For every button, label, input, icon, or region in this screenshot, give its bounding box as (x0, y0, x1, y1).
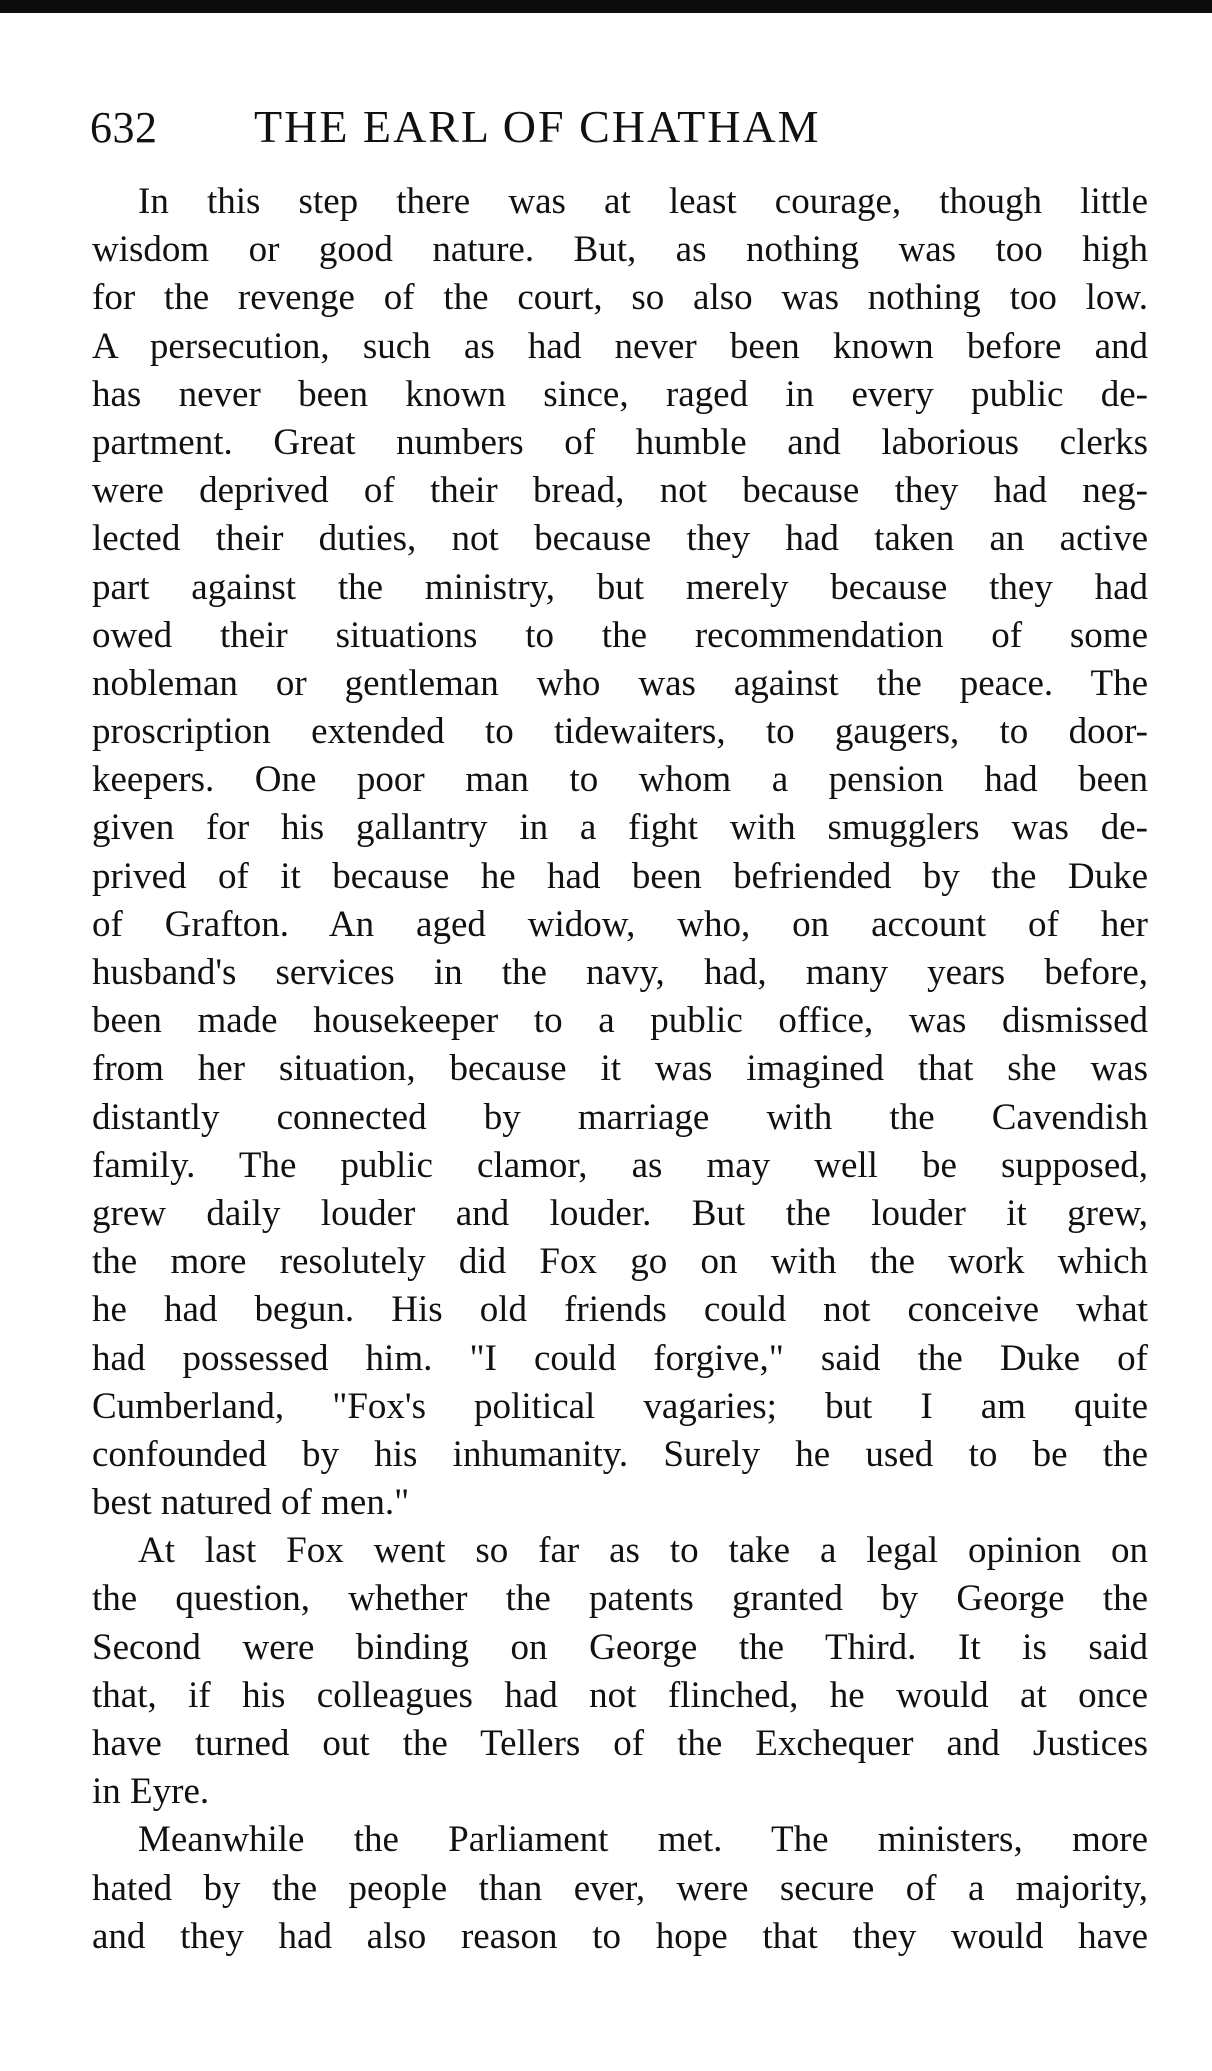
text-line: the question, whether the patents granted by George the (92, 1578, 1148, 1620)
text-line: Second were binding on George the Third. It is said (92, 1626, 1148, 1668)
book-page (92, 100, 1148, 1961)
text-line: lected their duties, not because they had taken an active (92, 518, 1148, 560)
text-line: At last Fox went so far as to take a legal opinion on (138, 1530, 1148, 1572)
text-line: from her situation, because it was imagined that she was (92, 1048, 1148, 1090)
text-line: of Grafton. An aged widow, who, on account of her (92, 903, 1148, 945)
text-line: the more resolutely did Fox go on with the work which (92, 1241, 1148, 1283)
text-line: given for his gallantry in a fight with smugglers was de- (92, 807, 1148, 849)
text-line: grew daily louder and louder. But the louder it grew, (92, 1192, 1148, 1234)
text-line: hated by the people than ever, were secure of a majority, (92, 1867, 1148, 1909)
text-line: In this step there was at least courage, though little (138, 181, 1148, 222)
text-line: confounded by his inhumanity. Surely he used to be the (92, 1433, 1148, 1475)
text-line: nobleman or gentleman who was against the peace. The (92, 662, 1148, 704)
text-line: for the revenge of the court, so also was nothing too low. (92, 277, 1148, 319)
text-line: keepers. One poor man to whom a pension had been (92, 759, 1148, 801)
top-border-rule (0, 0, 1212, 13)
text-line: and they had also reason to hope that they would have (92, 1915, 1148, 1957)
text-line: husband's services in the navy, had, many years before, (92, 952, 1148, 993)
text-line: distantly connected by marriage with the Cavendish (92, 1096, 1148, 1138)
text-line: best natured of men." (92, 1482, 410, 1524)
text-line: been made housekeeper to a public office, was dismissed (92, 1000, 1148, 1042)
text-line: part against the ministry, but merely because they had (92, 566, 1148, 608)
text-line: have turned out the Tellers of the Exchequer and Justices (92, 1723, 1148, 1764)
text-line: family. The public clamor, as may well be supposed, (92, 1144, 1148, 1186)
text-line: owed their situations to the recommendation of some (92, 614, 1148, 656)
text-line: Meanwhile the Parliament met. The ministers, more (138, 1819, 1148, 1861)
running-head (90, 100, 1148, 178)
paragraph-1 (92, 178, 1148, 1527)
text-line: were deprived of their bread, not because they had neg- (92, 470, 1148, 512)
paragraph-2 (92, 1527, 1148, 1816)
text-line: had possessed him. "I could forgive," said the Duke of (92, 1337, 1148, 1379)
text-line: partment. Great numbers of humble and laborious clerks (92, 421, 1148, 463)
text-line: has never been known since, raged in every public de- (92, 373, 1148, 415)
text-line: in Eyre. (92, 1771, 210, 1813)
page-number: 632 (90, 103, 158, 152)
text-line: proscription extended to tidewaiters, to gaugers, to door- (92, 711, 1148, 753)
text-line: prived of it because he had been befriended by the Duke (92, 855, 1148, 897)
text-line: wisdom or good nature. But, as nothing was too high (92, 229, 1148, 271)
running-title: THE EARL OF CHATHAM (254, 101, 821, 152)
text-line: that, if his colleagues had not flinched, he would at once (92, 1674, 1148, 1716)
text-line: Cumberland, "Fox's political vagaries; but I am quite (92, 1385, 1148, 1427)
paragraph-3 (92, 1816, 1148, 1961)
text-line: he had begun. His old friends could not conceive what (92, 1289, 1148, 1331)
text-line: A persecution, such as had never been known before and (92, 325, 1148, 367)
